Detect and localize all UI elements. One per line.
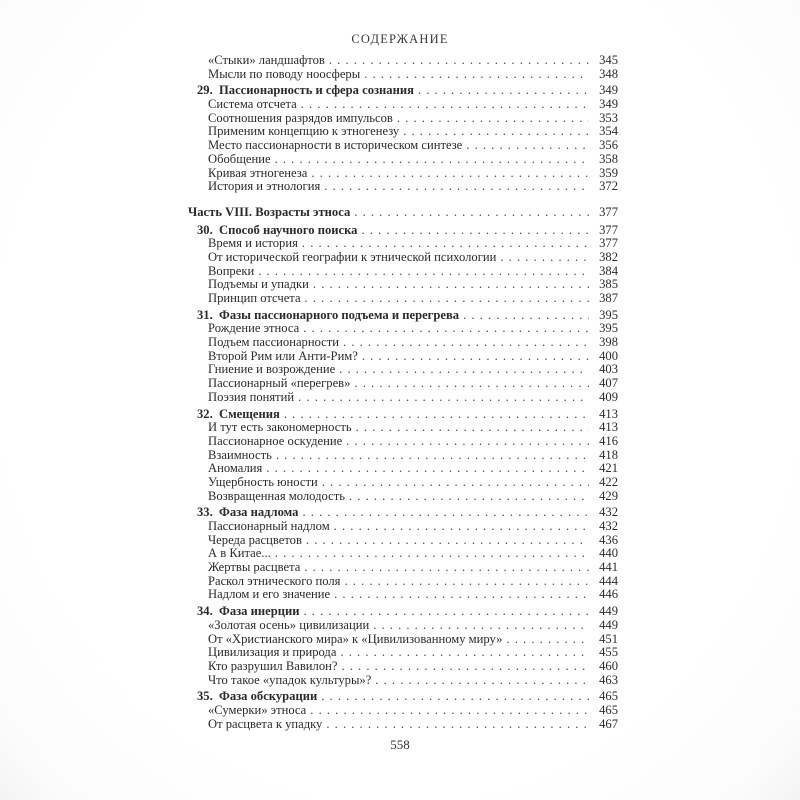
toc-entry-label: Часть VIII. Возрасты этноса xyxy=(188,204,351,219)
dot-leader xyxy=(418,84,589,98)
toc-entry xyxy=(188,690,618,704)
toc-entry xyxy=(188,674,618,688)
toc-entry-page-number: 413 xyxy=(599,420,618,435)
toc-entry xyxy=(188,476,618,490)
dot-leader xyxy=(324,180,589,194)
toc-entry xyxy=(188,363,618,377)
toc-entry-label: Способ научного поиска xyxy=(219,222,358,237)
toc-entry-number: 30. xyxy=(197,222,213,237)
toc-entry-page-number: 446 xyxy=(599,587,618,602)
toc-entry-page-number: 395 xyxy=(599,321,618,336)
toc-entry-page-number: 356 xyxy=(599,138,618,153)
toc-entry xyxy=(188,704,618,718)
toc-entry-page-number: 465 xyxy=(599,702,618,717)
toc-entry-page-number: 353 xyxy=(599,110,618,125)
dot-leader xyxy=(311,167,589,181)
dot-leader xyxy=(321,690,589,704)
dot-leader xyxy=(275,547,589,561)
toc-entry xyxy=(188,278,618,292)
toc-entry-label: Применим концепцию к этногенезу xyxy=(208,124,400,139)
toc-entry-label: История и этнология xyxy=(208,179,321,194)
toc-entry-page-number: 455 xyxy=(599,645,618,660)
toc-entry xyxy=(188,435,618,449)
toc-entry-page-number: 441 xyxy=(599,560,618,575)
dot-leader xyxy=(361,224,589,238)
toc-entry-page-number: 463 xyxy=(599,672,618,687)
dot-leader xyxy=(326,718,589,732)
toc-entry xyxy=(188,520,618,534)
toc-entry-page-number: 449 xyxy=(599,604,618,619)
dot-leader xyxy=(266,462,589,476)
dot-leader xyxy=(301,98,589,112)
toc-entry xyxy=(188,462,618,476)
toc-entry xyxy=(188,265,618,279)
dot-leader xyxy=(334,520,589,534)
dot-leader xyxy=(373,619,589,633)
dot-leader xyxy=(356,421,589,435)
dot-leader xyxy=(258,265,589,279)
dot-leader xyxy=(375,674,589,688)
toc-entry-page-number: 358 xyxy=(599,151,618,166)
toc-entry-page-number: 409 xyxy=(599,389,618,404)
toc-entry xyxy=(188,350,618,364)
toc-entry-number: 33. xyxy=(197,505,213,520)
toc-entry xyxy=(188,84,618,98)
page-number: 558 xyxy=(390,737,410,752)
toc-entry-page-number: 382 xyxy=(599,249,618,264)
dot-leader xyxy=(340,646,589,660)
toc-entry-page-number: 418 xyxy=(599,447,618,462)
toc-entry-page-number: 354 xyxy=(599,124,618,139)
toc-entry-page-number: 449 xyxy=(599,617,618,632)
toc-entry xyxy=(188,167,618,181)
dot-leader xyxy=(463,309,589,323)
toc-entry xyxy=(188,377,618,391)
dot-leader xyxy=(403,125,589,139)
toc-entry-label: И тут есть закономерность xyxy=(208,420,352,435)
toc-entry xyxy=(188,534,618,548)
toc-entry-label: Мысли по поводу ноосферы xyxy=(208,66,361,81)
dot-leader xyxy=(304,605,590,619)
toc-entry-number: 35. xyxy=(197,689,213,704)
toc-entry xyxy=(188,421,618,435)
toc-entry-label: Система отсчета xyxy=(208,97,297,112)
toc-entry xyxy=(188,112,618,126)
toc-entry-label: Место пассионарности в историческом синтезе xyxy=(208,138,463,153)
toc-entry-number: 32. xyxy=(197,406,213,421)
toc-entry-page-number: 372 xyxy=(599,179,618,194)
dot-leader xyxy=(275,153,589,167)
dot-leader xyxy=(506,633,589,647)
dot-leader xyxy=(302,506,589,520)
toc-entry-label: Обобщение xyxy=(208,151,271,166)
toc-entry-page-number: 436 xyxy=(599,532,618,547)
toc-entry-label: Подъемы и упадки xyxy=(208,277,309,292)
dot-leader xyxy=(298,391,589,405)
toc-entry-page-number: 385 xyxy=(599,277,618,292)
toc-entry-label: Фаза инерции xyxy=(219,604,300,619)
toc-entry-label: Вопреки xyxy=(208,263,255,278)
dot-leader xyxy=(341,660,589,674)
toc-entry-page-number: 400 xyxy=(599,348,618,363)
dot-leader xyxy=(334,588,589,602)
dot-leader xyxy=(304,561,589,575)
dot-leader xyxy=(329,54,589,68)
toc-entry-page-number: 440 xyxy=(599,546,618,561)
toc-entry-page-number: 387 xyxy=(599,291,618,305)
toc-entry xyxy=(188,605,618,619)
toc-entry xyxy=(188,561,618,575)
toc-entry xyxy=(188,408,618,422)
dot-leader xyxy=(322,476,589,490)
toc-entry-label: Время и история xyxy=(208,236,298,251)
toc-entry-page-number: 377 xyxy=(599,204,618,219)
dot-leader xyxy=(349,490,589,504)
toc-entry xyxy=(188,68,618,82)
dot-leader xyxy=(276,449,589,463)
toc-entry xyxy=(188,646,618,660)
toc-entry-label: Фаза надлома xyxy=(219,505,299,520)
toc-entry-label: Возвращенная молодость xyxy=(208,488,345,503)
page-title: СОДЕРЖАНИЕ xyxy=(351,32,449,46)
toc-entry xyxy=(188,224,618,238)
dot-leader xyxy=(364,68,589,82)
toc-entry-label: «Сумерки» этноса xyxy=(208,702,307,717)
toc-entry xyxy=(188,336,618,350)
dot-leader xyxy=(346,435,589,449)
toc-entry-label: Принцип отсчета xyxy=(208,291,301,305)
dot-leader xyxy=(500,251,589,265)
toc-entry xyxy=(188,547,618,561)
toc-entry-page-number: 422 xyxy=(599,474,618,489)
toc-entry-page-number: 359 xyxy=(599,165,618,180)
toc-entry-label: Раскол этнического поля xyxy=(208,573,341,588)
toc-entry-label: Второй Рим или Анти-Рим? xyxy=(208,348,358,363)
toc-entry-page-number: 421 xyxy=(599,461,618,476)
dot-leader xyxy=(310,704,589,718)
dot-leader xyxy=(362,350,589,364)
dot-leader xyxy=(339,363,589,377)
toc-entry-page-number: 416 xyxy=(599,433,618,448)
toc-entry xyxy=(188,206,618,220)
toc-entry-label: Поэзия понятий xyxy=(208,389,295,404)
toc-entry-page-number: 467 xyxy=(599,716,618,731)
toc-entry xyxy=(188,506,618,520)
toc-entry xyxy=(188,54,618,68)
toc-entry xyxy=(188,139,618,153)
toc-entry-label: Кто разрушил Вавилон? xyxy=(208,658,338,673)
toc-entry xyxy=(188,449,618,463)
dot-leader xyxy=(303,322,589,336)
toc-entry-label: Взаимность xyxy=(208,447,272,462)
toc-entry-label: Жертвы расцвета xyxy=(208,560,301,575)
toc-entry-page-number: 384 xyxy=(599,263,618,278)
toc-entry xyxy=(188,660,618,674)
toc-entry-label: Череда расцветов xyxy=(208,532,302,547)
toc-entry xyxy=(188,180,618,194)
dot-leader xyxy=(354,206,589,220)
dot-leader xyxy=(397,112,589,126)
toc-entry-label: Кривая этногенеза xyxy=(208,165,308,180)
toc-entry-label: Цивилизация и природа xyxy=(208,645,337,660)
toc-entry xyxy=(188,292,618,306)
toc-entry xyxy=(188,237,618,251)
toc-entry xyxy=(188,153,618,167)
toc-entry-label: «Стыки» ландшафтов xyxy=(208,53,325,67)
toc-entry-page-number: 395 xyxy=(599,307,618,322)
toc-entry-page-number: 444 xyxy=(599,573,618,588)
toc-entry-label: Пассионарность и сфера сознания xyxy=(219,83,414,98)
toc-entry-number: 31. xyxy=(197,307,213,322)
table-of-contents xyxy=(188,54,618,731)
toc-entry xyxy=(188,588,618,602)
toc-entry-page-number: 460 xyxy=(599,658,618,673)
toc-entry-label: Фаза обскурации xyxy=(219,689,318,704)
toc-entry-page-number: 348 xyxy=(599,66,618,81)
toc-entry-page-number: 465 xyxy=(599,689,618,704)
dot-leader xyxy=(354,377,589,391)
toc-entry-page-number: 429 xyxy=(599,488,618,503)
toc-entry-page-number: 345 xyxy=(599,53,618,67)
dot-leader xyxy=(313,278,589,292)
toc-entry-label: А в Китае... xyxy=(208,546,271,561)
toc-entry-label: «Золотая осень» цивилизации xyxy=(208,617,370,632)
toc-entry-label: Пассионарное оскудение xyxy=(208,433,343,448)
toc-entry-page-number: 349 xyxy=(599,97,618,112)
toc-entry-page-number: 377 xyxy=(599,222,618,237)
dot-leader xyxy=(302,237,589,251)
toc-entry-number: 29. xyxy=(197,83,213,98)
toc-entry-number: 34. xyxy=(197,604,213,619)
toc-entry-page-number: 413 xyxy=(599,406,618,421)
toc-entry-label: Пассионарный надлом xyxy=(208,519,330,533)
toc-entry-label: Рождение этноса xyxy=(208,321,300,336)
toc-entry-page-number: 398 xyxy=(599,335,618,350)
toc-entry xyxy=(188,391,618,405)
toc-entry-label: Надлом и его значение xyxy=(208,587,331,602)
dot-leader xyxy=(305,292,589,306)
toc-entry xyxy=(188,251,618,265)
toc-entry xyxy=(188,619,618,633)
toc-entry-page-number: 403 xyxy=(599,362,618,377)
toc-entry xyxy=(188,309,618,323)
toc-entry-label: Пассионарный «перегрев» xyxy=(208,376,351,391)
toc-entry-label: От исторической географии к этнической психологии xyxy=(208,249,497,264)
toc-entry xyxy=(188,125,618,139)
toc-entry xyxy=(188,575,618,589)
toc-entry-label: Что такое «упадок культуры»? xyxy=(208,672,372,687)
toc-entry-page-number: 451 xyxy=(599,631,618,646)
toc-entry-label: От расцвета к упадку xyxy=(208,716,323,731)
toc-entry-page-number: 377 xyxy=(599,236,618,251)
dot-leader xyxy=(344,575,589,589)
toc-entry-label: Гниение и возрождение xyxy=(208,362,336,377)
toc-entry-page-number: 407 xyxy=(599,376,618,391)
toc-entry xyxy=(188,98,618,112)
dot-leader xyxy=(466,139,589,153)
toc-entry-label: Фазы пассионарного подъема и перегрева xyxy=(219,307,460,322)
toc-entry-page-number: 432 xyxy=(599,505,618,520)
toc-entry-label: Подъем пассионарности xyxy=(208,335,340,350)
toc-entry-label: Смещения xyxy=(219,406,280,421)
toc-entry-label: Аномалия xyxy=(208,461,263,476)
dot-leader xyxy=(306,534,589,548)
toc-entry-label: Соотношения разрядов импульсов xyxy=(208,110,393,125)
dot-leader xyxy=(343,336,589,350)
toc-entry xyxy=(188,490,618,504)
toc-entry-label: Ущербность юности xyxy=(208,474,318,489)
toc-entry xyxy=(188,322,618,336)
toc-entry-page-number: 349 xyxy=(599,83,618,98)
toc-entry-page-number: 432 xyxy=(599,519,618,533)
toc-entry xyxy=(188,633,618,647)
toc-entry-label: От «Христианского мира» к «Цивилизованному миру» xyxy=(208,631,503,646)
toc-entry xyxy=(188,718,618,732)
dot-leader xyxy=(284,408,589,422)
